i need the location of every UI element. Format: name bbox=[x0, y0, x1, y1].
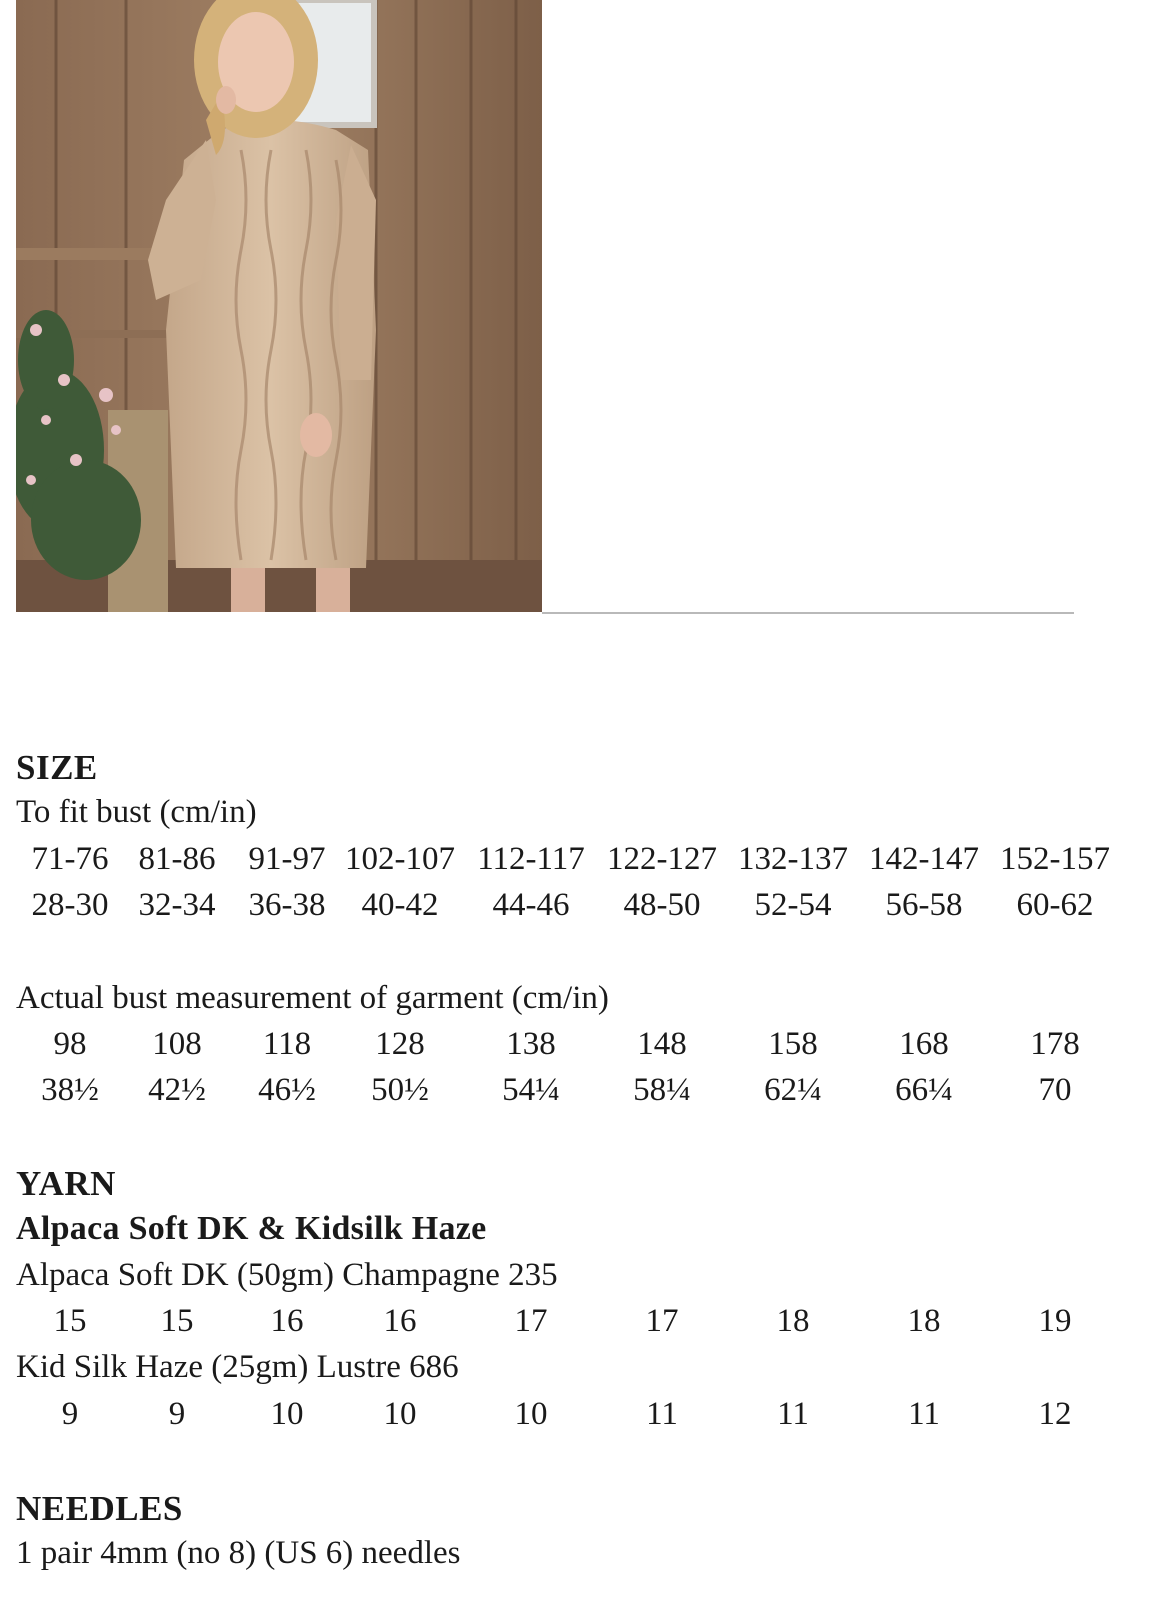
yarn-name: Alpaca Soft DK & Kidsilk Haze bbox=[16, 1210, 487, 1247]
actual-cm-cell: 98 bbox=[53, 1026, 87, 1062]
actual-cm-cell: 158 bbox=[768, 1026, 818, 1062]
actual-cm-cell: 178 bbox=[1030, 1026, 1080, 1062]
yarn2-qty-cell: 11 bbox=[908, 1396, 940, 1432]
actual-cm-cell: 128 bbox=[375, 1026, 425, 1062]
yarn1-qty-cell: 16 bbox=[270, 1303, 304, 1339]
yarn2-qty-cell: 11 bbox=[777, 1396, 809, 1432]
yarn2-qty-cell: 12 bbox=[1038, 1396, 1072, 1432]
actual-in-cell: 46½ bbox=[258, 1072, 316, 1108]
fit-in-cell: 56-58 bbox=[885, 887, 963, 923]
fit-cm-cell: 132-137 bbox=[738, 841, 848, 877]
actual-in-cell: 70 bbox=[1038, 1072, 1072, 1108]
actual-cm-cell: 118 bbox=[262, 1026, 312, 1062]
yarn2-qty-cell: 10 bbox=[270, 1396, 304, 1432]
actual-in-cell: 66¼ bbox=[895, 1072, 953, 1108]
actual-in-cell: 50½ bbox=[371, 1072, 429, 1108]
actual-in-cell: 42½ bbox=[148, 1072, 206, 1108]
yarn2-qty-cell: 11 bbox=[646, 1396, 678, 1432]
yarn1-qty-cell: 15 bbox=[53, 1303, 87, 1339]
actual-cm-cell: 138 bbox=[506, 1026, 556, 1062]
actual-cm-cell: 168 bbox=[899, 1026, 949, 1062]
yarn2-qty-cell: 10 bbox=[383, 1396, 417, 1432]
yarn1-qty-cell: 18 bbox=[907, 1303, 941, 1339]
yarn2-qty-cell: 9 bbox=[61, 1396, 79, 1432]
yarn1-qty-cell: 17 bbox=[514, 1303, 548, 1339]
fit-in-cell: 48-50 bbox=[623, 887, 701, 923]
fit-cm-cell: 91-97 bbox=[248, 841, 326, 877]
size-heading: SIZE bbox=[16, 748, 98, 787]
actual-in-cell: 58¼ bbox=[633, 1072, 691, 1108]
fit-cm-cell: 71-76 bbox=[31, 841, 109, 877]
yarn2-label: Kid Silk Haze (25gm) Lustre 686 bbox=[16, 1349, 459, 1385]
yarn1-qty-cell: 19 bbox=[1038, 1303, 1072, 1339]
actual-in-cell: 62¼ bbox=[764, 1072, 822, 1108]
yarn2-qty-cell: 10 bbox=[514, 1396, 548, 1432]
fit-bust-cm-row bbox=[16, 843, 1136, 883]
yarn2-qty-row bbox=[16, 1398, 1136, 1438]
fit-in-cell: 28-30 bbox=[31, 887, 109, 923]
fit-in-cell: 32-34 bbox=[138, 887, 216, 923]
pattern-photo bbox=[16, 0, 542, 612]
photo-divider-line bbox=[542, 612, 1074, 614]
fit-cm-cell: 122-127 bbox=[607, 841, 717, 877]
fit-cm-cell: 142-147 bbox=[869, 841, 979, 877]
fit-in-cell: 44-46 bbox=[492, 887, 570, 923]
actual-bust-cm-row bbox=[16, 1028, 1136, 1068]
actual-cm-cell: 148 bbox=[637, 1026, 687, 1062]
actual-cm-cell: 108 bbox=[152, 1026, 202, 1062]
actual-bust-in-row bbox=[16, 1074, 1136, 1114]
fit-cm-cell: 112-117 bbox=[477, 841, 585, 877]
actual-in-cell: 54¼ bbox=[502, 1072, 560, 1108]
needles-heading: NEEDLES bbox=[16, 1489, 183, 1528]
fit-cm-cell: 102-107 bbox=[345, 841, 455, 877]
yarn1-qty-cell: 17 bbox=[645, 1303, 679, 1339]
actual-in-cell: 38½ bbox=[41, 1072, 99, 1108]
fit-cm-cell: 81-86 bbox=[138, 841, 216, 877]
yarn-heading: YARN bbox=[16, 1164, 116, 1203]
needles-text: 1 pair 4mm (no 8) (US 6) needles bbox=[16, 1535, 461, 1571]
yarn1-label: Alpaca Soft DK (50gm) Champagne 235 bbox=[16, 1257, 558, 1293]
fit-bust-in-row bbox=[16, 889, 1136, 929]
yarn1-qty-row bbox=[16, 1305, 1136, 1345]
yarn1-qty-cell: 15 bbox=[160, 1303, 194, 1339]
fit-bust-label: To fit bust (cm/in) bbox=[16, 794, 257, 830]
fit-cm-cell: 152-157 bbox=[1000, 841, 1110, 877]
fit-in-cell: 36-38 bbox=[248, 887, 326, 923]
yarn2-qty-cell: 9 bbox=[168, 1396, 186, 1432]
fit-in-cell: 52-54 bbox=[754, 887, 832, 923]
yarn1-qty-cell: 18 bbox=[776, 1303, 810, 1339]
fit-in-cell: 60-62 bbox=[1016, 887, 1094, 923]
fit-in-cell: 40-42 bbox=[361, 887, 439, 923]
knitted-dress-photo bbox=[16, 0, 542, 612]
yarn1-qty-cell: 16 bbox=[383, 1303, 417, 1339]
actual-bust-label: Actual bust measurement of garment (cm/in) bbox=[16, 980, 609, 1016]
